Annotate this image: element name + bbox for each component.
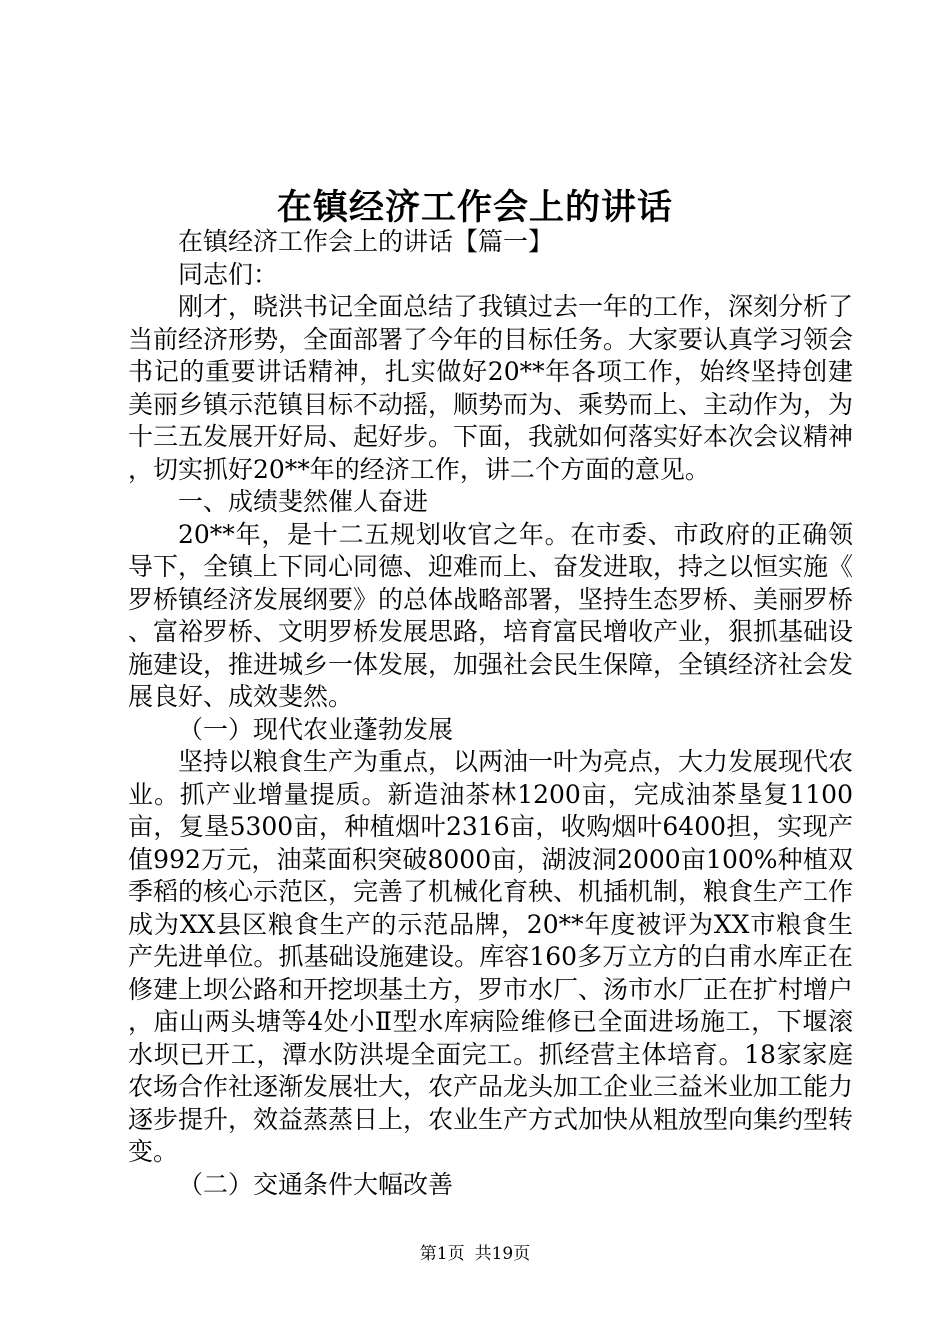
subsection-heading: （一）现代农业蓬勃发展: [178, 714, 454, 744]
body-paragraph: 刚才，晓洪书记全面总结了我镇过去一年的工作，深刻分析了当前经济形势，全面部署了今年的目标任务。大家要认真学习领会书记的重要讲话精神，扎实做好20**年各项工作，始终坚持创建美丽乡镇示范镇目标不动摇，顺势而为、乘势而上、主动作为，为十三五发展开好局、起好步。下面，我就如何落实好本次会议精神，切实抓好20**年的经济工作，讲二个方面的意见。: [128, 292, 854, 484]
page-total: 共19页: [474, 1244, 531, 1264]
section-heading: 在镇经济工作会上的讲话【篇一】: [178, 227, 554, 256]
document-title: 在镇经济工作会上的讲话: [276, 187, 673, 228]
body-paragraph: 坚持以粮食生产为重点，以两油一叶为亮点，大力发展现代农业。抓产业增量提质。新造油茶林1200亩，完成油茶垦复1100亩，复垦5300亩，种植烟叶2316亩，收购烟叶6400担，实现产值992万元，油菜面积突破8000亩，湖波洞2000亩100%种植双季稻的核心示范区，完善了机械化育秧、机插机制，粮食生产工作成为XX县区粮食生产的示范品牌，20**年度被评为XX市粮食生产先进单位。抓基础设施建设。库容160多万立方的白甫水库正在修建上坝公路和开挖坝基土方，罗市水厂、汤市水厂正在扩村增户，庙山两头塘等4处小Ⅱ型水库病险维修已全面进场施工，下堰滚水坝已开工，潭水防洪堤全面完工。抓经营主体培育。18家家庭农场合作社逐渐发展壮大，农产品龙头加工企业三益米业加工能力逐步提升，效益蒸蒸日上，农业生产方式加快从粗放型向集约型转变。: [128, 747, 854, 1166]
page-footer: [0, 1242, 950, 1266]
salutation: 同志们：: [178, 259, 279, 289]
subsection-heading: （二）交通条件大幅改善: [178, 1169, 454, 1199]
section-heading: 一、成绩斐然催人奋进: [178, 487, 429, 516]
page-number: 第1页: [419, 1244, 465, 1264]
document-body: [128, 226, 853, 1201]
body-paragraph: 20**年，是十二五规划收官之年。在市委、市政府的正确领导下，全镇上下同心同德、迎难而上、奋发进取，持之以恒实施《罗桥镇经济发展纲要》的总体战略部署，坚持生态罗桥、美丽罗桥、富裕罗桥、文明罗桥发展思路，培育富民增收产业，狠抓基础设施建设，推进城乡一体发展，加强社会民生保障，全镇经济社会发展良好、成效斐然。: [128, 519, 854, 711]
